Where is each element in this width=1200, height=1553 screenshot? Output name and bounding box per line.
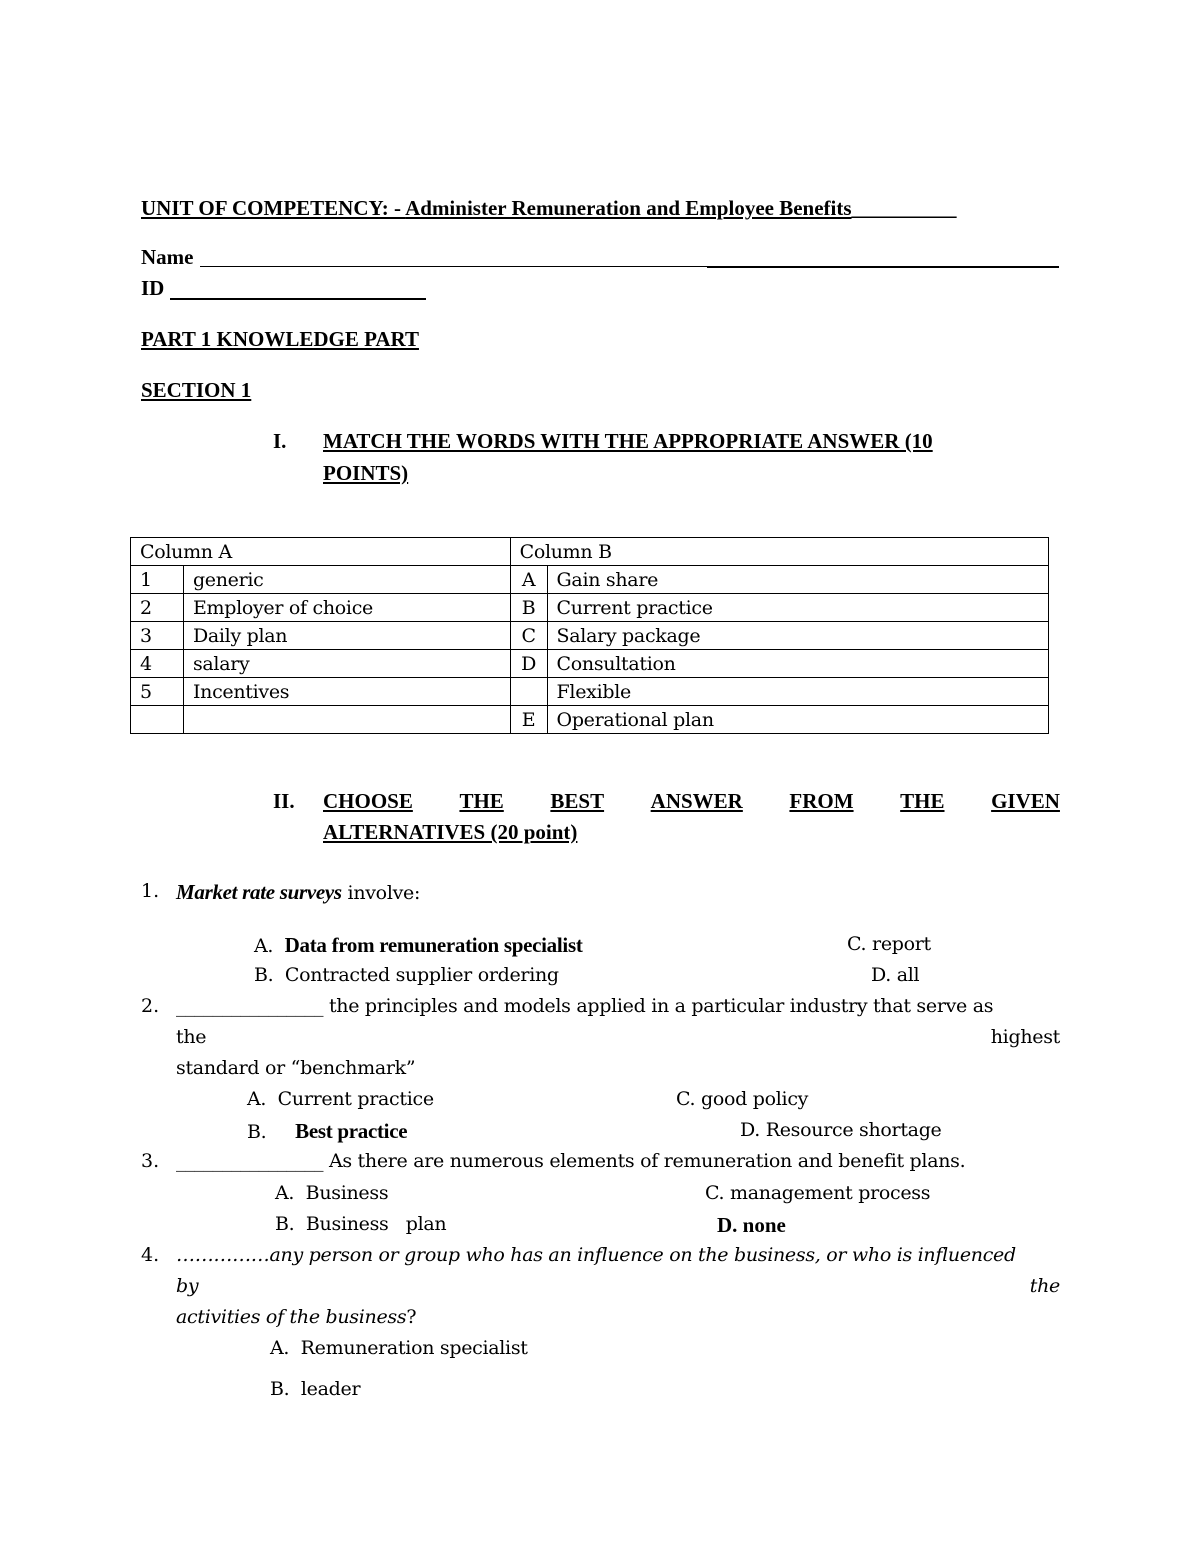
table-row — [131, 566, 1049, 594]
column-b-answer: Current practice — [547, 594, 1048, 622]
row-letter: E — [510, 706, 547, 734]
question-2-text-line2: the highest — [176, 1026, 1060, 1048]
question-2-option-d[interactable]: D. Resource shortage — [740, 1119, 942, 1141]
column-a-term: Employer of choice — [183, 594, 510, 622]
question-1-option-c[interactable]: C. report — [847, 933, 931, 955]
row-letter: D — [510, 650, 547, 678]
part-i-heading-line2: POINTS) — [323, 461, 409, 485]
part-i-number: I. — [273, 429, 287, 453]
question-3-option-c[interactable]: C. management process — [705, 1182, 931, 1204]
part-ii-heading-line2: ALTERNATIVES (20 point) — [323, 820, 578, 844]
question-1-option-a[interactable]: A. Data from remuneration specialist — [254, 933, 583, 957]
row-letter: B — [510, 594, 547, 622]
row-number: 3 — [131, 622, 184, 650]
question-2-text-line3: standard or “benchmark” — [176, 1057, 416, 1079]
question-4-option-b[interactable]: B. leader — [270, 1378, 361, 1400]
part-ii-heading-line1: CHOOSE THE BEST ANSWER FROM THE GIVEN — [323, 789, 1060, 813]
table-header-row — [131, 538, 1049, 566]
question-4-text-line3: activities of the business? — [176, 1306, 417, 1328]
column-a-term: salary — [183, 650, 510, 678]
question-1-number: 1. — [141, 880, 160, 902]
column-a-term: Incentives — [183, 678, 510, 706]
name-label: Name — [141, 245, 194, 269]
table-row — [131, 650, 1049, 678]
table-row — [131, 706, 1049, 734]
table-row — [131, 622, 1049, 650]
row-letter: C — [510, 622, 547, 650]
table-row — [131, 594, 1049, 622]
question-3-blank[interactable]: ________________ — [176, 1150, 324, 1172]
row-letter: A — [510, 566, 547, 594]
question-4-text: ……………any person or group who has an influence on the business, or who is influenced — [176, 1244, 1016, 1266]
question-4-option-a[interactable]: A. Remuneration specialist — [270, 1337, 528, 1359]
column-a-term: generic — [183, 566, 510, 594]
question-2-option-b[interactable]: B. Best practice — [247, 1119, 408, 1143]
question-1-option-b[interactable]: B. Contracted supplier ordering — [254, 964, 559, 986]
table-row — [131, 678, 1049, 706]
question-2-option-a[interactable]: A. Current practice — [247, 1088, 434, 1110]
question-3-option-a[interactable]: A. Business — [275, 1182, 389, 1204]
question-1-option-d[interactable]: D. all — [871, 964, 920, 986]
column-b-answer: Operational plan — [547, 706, 1048, 734]
column-b-header: Column B — [510, 538, 1048, 566]
question-1-text: Market rate surveys involve: — [176, 880, 421, 904]
column-a-term: Daily plan — [183, 622, 510, 650]
question-4-number: 4. — [141, 1244, 160, 1266]
question-3-option-b[interactable]: B. Business plan — [275, 1213, 447, 1235]
unit-title: Administer Remuneration and Employee Benefits — [405, 196, 852, 220]
column-a-term — [183, 706, 510, 734]
id-label: ID — [141, 276, 165, 300]
part-ii-number: II. — [273, 789, 295, 813]
question-4-text-line2: by the — [176, 1275, 1060, 1297]
unit-of-competency: UNIT OF COMPETENCY: - Administer Remuneration and Employee Benefits__________ — [141, 196, 957, 220]
question-4-dots[interactable]: …………… — [176, 1244, 270, 1266]
question-2-number: 2. — [141, 995, 160, 1017]
id-rule[interactable] — [170, 298, 426, 300]
column-a-header: Column A — [131, 538, 511, 566]
row-letter — [510, 678, 547, 706]
column-b-answer: Flexible — [547, 678, 1048, 706]
name-rule-bold — [707, 266, 1059, 268]
question-2-blank[interactable]: ________________ — [176, 995, 324, 1017]
matching-table — [130, 537, 1049, 734]
part-i-heading-line1: MATCH THE WORDS WITH THE APPROPRIATE ANSWER (10 — [323, 429, 933, 453]
column-b-answer: Consultation — [547, 650, 1048, 678]
section-title: SECTION 1 — [141, 378, 252, 402]
row-number: 4 — [131, 650, 184, 678]
part-title: PART 1 KNOWLEDGE PART — [141, 327, 419, 351]
row-number — [131, 706, 184, 734]
column-b-answer: Salary package — [547, 622, 1048, 650]
question-2-text: ________________ the principles and models applied in a particular industry that serve as — [176, 995, 994, 1017]
question-3-option-d[interactable]: D. none — [717, 1213, 786, 1237]
row-number: 1 — [131, 566, 184, 594]
question-3-text: ________________ As there are numerous elements of remuneration and benefit plans. — [176, 1150, 966, 1172]
row-number: 2 — [131, 594, 184, 622]
question-3-number: 3. — [141, 1150, 160, 1172]
row-number: 5 — [131, 678, 184, 706]
column-b-answer: Gain share — [547, 566, 1048, 594]
question-2-option-c[interactable]: C. good policy — [676, 1088, 809, 1110]
